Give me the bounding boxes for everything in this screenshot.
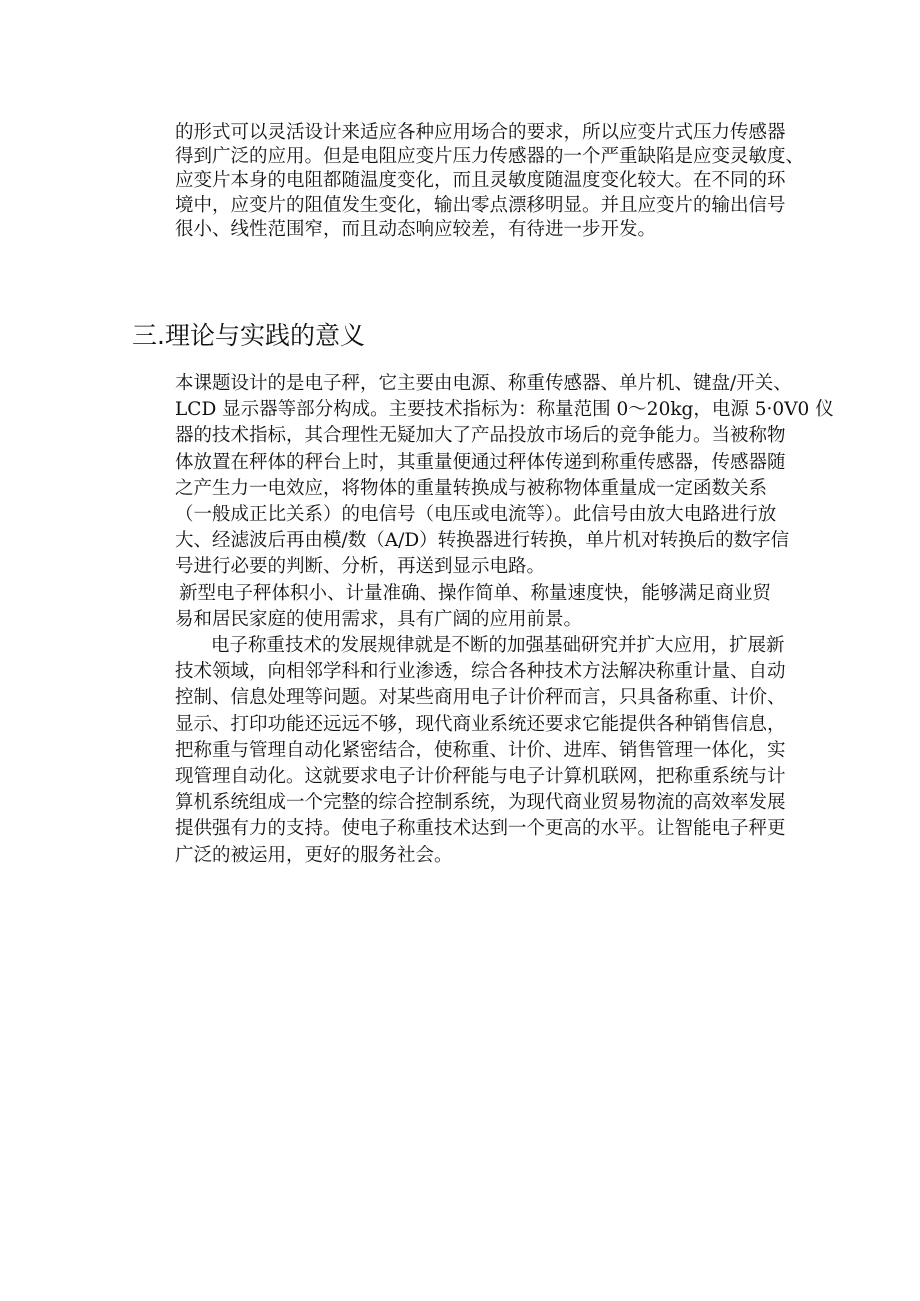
text-line: 提供强有力的支持。使电子称重技术达到一个更高的水平。让智能电子秤更	[175, 818, 786, 840]
text-line: 应变片本身的电阻都随温度变化，而且灵敏度随温度变化较大。在不同的环	[175, 170, 786, 192]
section-heading: 三.理论与实践的意义	[132, 321, 365, 350]
text-line: LCD 显示器等部分构成。主要技术指标为：称量范围 0～20kg，电源 5·0V0 仪	[175, 399, 834, 421]
intro-paragraph	[175, 121, 865, 242]
text-line: 新型电子秤体积小、计量准确、操作简单、称量速度快，能够满足商业贸	[179, 582, 772, 604]
text-line: 号进行必要的判断、分析，再送到显示电路。	[175, 556, 546, 578]
text-line: 广泛的被运用，更好的服务社会。	[175, 844, 453, 866]
text-line: 的形式可以灵活设计来适应各种应用场合的要求，所以应变片式压力传感器	[175, 122, 786, 143]
text-line: 显示、打印功能还远远不够，现代商业系统还要求它能提供各种销售信息，	[175, 713, 786, 735]
paragraph-new-scale	[175, 581, 865, 633]
text-line: 把称重与管理自动化紧密结合，使称重、计价、进库、销售管理一体化，实	[175, 739, 786, 761]
text-line: 本课题设计的是电子秤，它主要由电源、称重传感器、单片机、键盘/开关、	[175, 373, 792, 394]
text-line: 算机系统组成一个完整的综合控制系统，为现代商业贸易物流的高效率发展	[175, 792, 786, 814]
text-line: 境中，应变片的阻值发生变化，输出零点漂移明显。并且应变片的输出信号	[175, 194, 786, 216]
paragraph-development	[175, 633, 865, 869]
text-line: 大、经滤波后再由模/数（A/D）转换器进行转换，单片机对转换后的数字信	[175, 530, 790, 552]
paragraph-design-overview	[175, 371, 865, 581]
text-line: 器的技术指标，其合理性无疑加大了产品投放市场后的竞争能力。当被称物	[175, 425, 786, 447]
text-line: 得到广泛的应用。但是电阻应变片压力传感器的一个严重缺陷是应变灵敏度、	[175, 146, 805, 168]
text-line: （一般成正比关系）的电信号（电压或电流等）。此信号由放大电路进行放	[175, 504, 777, 526]
text-line: 很小、线性范围窄，而且动态响应较差，有待进一步开发。	[175, 218, 657, 240]
text-line: 技术领域，向相邻学科和行业渗透，综合各种技术方法解决称重计量、自动	[175, 661, 786, 683]
text-line: 电子称重技术的发展规律就是不断的加强基础研究并扩大应用，扩展新	[211, 635, 785, 657]
section-body	[175, 371, 865, 869]
text-line: 控制、信息处理等问题。对某些商用电子计价秤而言，只具备称重、计价、	[175, 687, 786, 709]
text-line: 体放置在秤体的秤台上时，其重量便通过秤体传递到称重传感器，传感器随	[175, 451, 786, 473]
text-line: 之产生力一电效应，将物体的重量转换成与被称物体重量成一定函数关系	[175, 477, 768, 499]
text-line: 现管理自动化。这就要求电子计价秤能与电子计算机联网，把称重系统与计	[175, 766, 786, 788]
text-line: 易和居民家庭的使用需求，具有广阔的应用前景。	[175, 608, 583, 630]
